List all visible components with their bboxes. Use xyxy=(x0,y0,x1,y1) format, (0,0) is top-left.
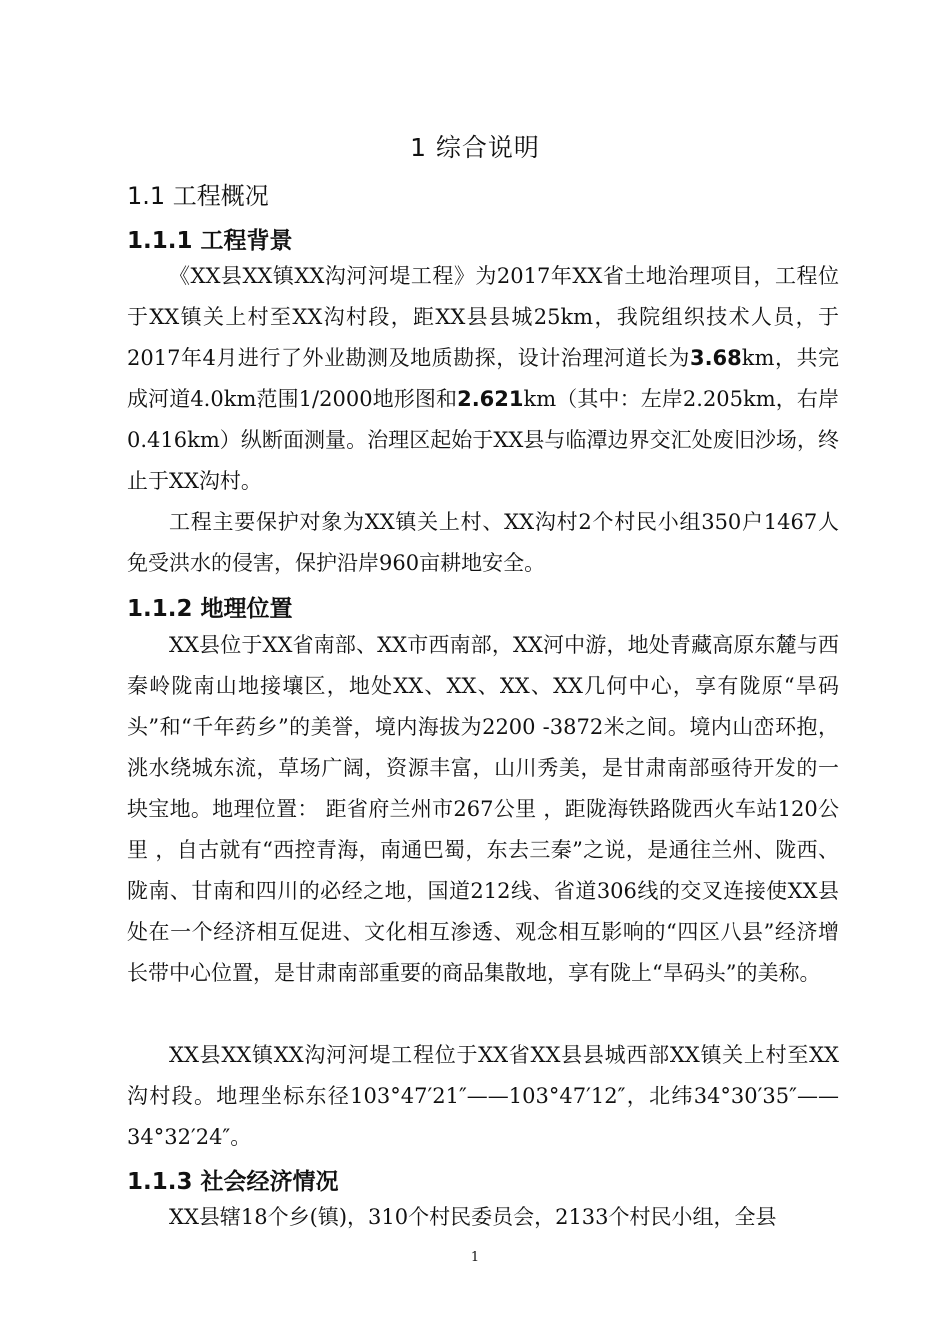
section-heading-1-1-1: 1.1.1 工程背景 xyxy=(127,228,293,254)
section-heading-1-1: 1.1 工程概况 xyxy=(127,182,269,210)
paragraph-text: km（其中：左岸2.205km，右岸0.416km）纵断面测量。治理区起始于XX县与临潭边界交汇处废旧沙场，终止于XX沟村。 xyxy=(127,387,839,493)
page-number: 1 xyxy=(470,1250,480,1265)
paragraph-coordinates: XX县XX镇XX沟河河堤工程位于XX省XX县县城西部XX镇关上村至XX沟村段。地理坐标东径103°47′21″——103°47′12″，北纬34°30′35″——34°32′24″。 xyxy=(127,1043,839,1149)
bold-value: 3.68 xyxy=(689,346,742,370)
paragraph-location: XX县位于XX省南部、XX市西南部，XX河中游，地处青藏高原东麓与西秦岭陇南山地接壤区，地处XX、XX、XX、XX几何中心，享有陇原“旱码头”和“千年药乡”的美誉，境内海拔为2200 -3872米之间。境内山峦环抱，洮水绕城东流，草场广阔，资源丰富，山川秀美，是甘肃南部亟待开发的一块宝地。地理位置： 距省府兰州市267公里 ，距陇海铁路陇西火车站120公里 ，自古就有“西控青海，南通巴蜀，东去三秦”之说，是通往兰州、陇西、陇南、甘南和四川的必经之地，国道212线、省道306线的交叉连接使XX县处在一个经济相互促进、文化相互渗透、观念相互影响的“四区八县”经济增长带中心位置，是甘肃南部重要的商品集散地，享有陇上“旱码头”的美称。 xyxy=(127,633,839,985)
paragraph-text: km，共完成河道4.0km范围1/2000地形图和 xyxy=(127,346,839,411)
paragraph-background xyxy=(127,256,839,502)
section-heading-1-1-3: 1.1.3 社会经济情况 xyxy=(127,1169,339,1195)
paragraph-economy: XX县辖18个乡(镇)，310个村民委员会，2133个村民小组，全县 xyxy=(169,1205,777,1229)
chapter-title: 1 综合说明 xyxy=(410,133,540,162)
paragraph-protection: 工程主要保护对象为XX镇关上村、XX沟村2个村民小组350户1467人免受洪水的侵害，保护沿岸960亩耕地安全。 xyxy=(127,510,839,575)
bold-value: 2.621 xyxy=(457,387,524,411)
section-heading-1-1-2: 1.1.2 地理位置 xyxy=(127,596,293,622)
paragraph-text: 《XX县XX镇XX沟河河堤工程》为2017年XX省土地治理项目，工程位于XX镇关上村至XX沟村段，距XX县县城25km，我院组织技术人员，于2017年4月进行了外业勘测及地质勘探，设计治理河道长为 xyxy=(127,264,839,370)
